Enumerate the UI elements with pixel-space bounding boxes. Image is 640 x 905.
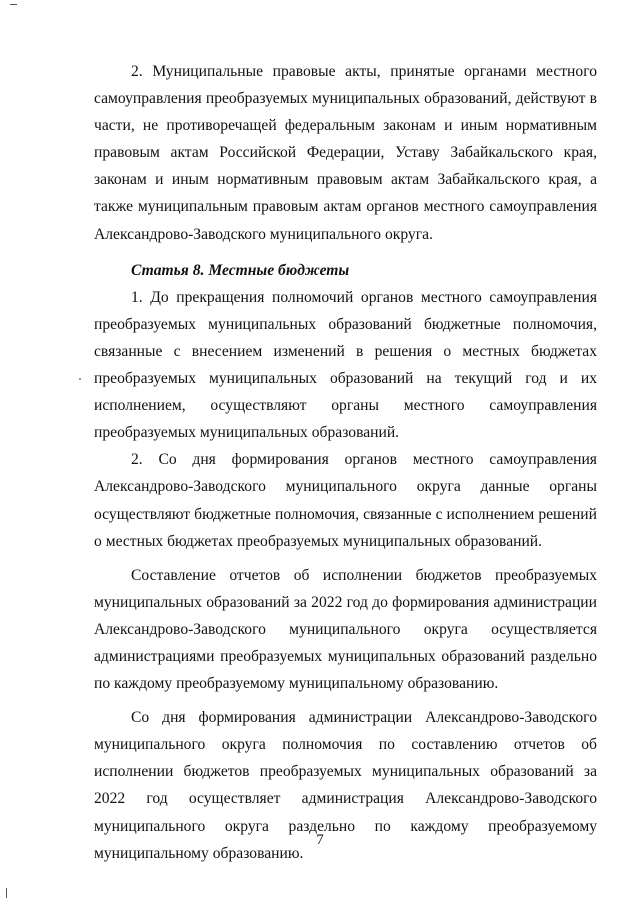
paragraph-budget-2: 2. Со дня формирования органов местного самоуправления Александрово-Заводского муниципального округа данные органы осуществляют бюджетные полномочия, связанные с исполнением решений о местных бюджетах преобразуемых муниципальных образований. <box>94 451 597 550</box>
article-8-heading: Статья 8. Местные бюджеты <box>131 261 350 279</box>
paragraph-budget-reports-administration: Со дня формирования администрации Александрово-Заводского муниципального округа полномочия по составлению отчетов об исполнении бюджетов преобразуемых муниципальных образований за 2022 год осуществляет администрация Александрово-Заводского муниципального округа раздельно по каждому преобразуемому муниципальному образованию. <box>94 709 597 862</box>
scan-artifact-top-left <box>10 4 17 5</box>
scan-artifact-bottom-left <box>6 888 7 898</box>
paragraph-budget-reports-2022: Составление отчетов об исполнении бюджетов преобразуемых муниципальных образований за 2022 год до формирования администрации Александрово-Заводского муниципального округа осуществляется администрациями преобразуемых муниципальных образований раздельно по каждому преобразуемому муниципальному образованию. <box>94 566 597 693</box>
scan-artifact-left-dot <box>79 378 81 380</box>
paragraph-budget-1: 1. До прекращения полномочий органов местного самоуправления преобразуемых муниципальных образований бюджетные полномочия, связанные с внесением изменений в решения о местных бюджетах преобразуемых муниципальных образований на текущий год и их исполнением, осуществляют органы местного самоуправления преобразуемых муниципальных образований. <box>94 288 597 442</box>
page-number: 7 <box>316 832 324 848</box>
document-body <box>94 58 597 867</box>
paragraph-legal-acts: 2. Муниципальные правовые акты, принятые органами местного самоуправления преобразуемых муниципальных образований, действуют в части, не противоречащей федеральным законам и иным нормативным правовым актам Российской Федерации, Уставу Забайкальского края, законам и иным нормативным правовым актам Забайкальского края, а также муниципальным правовым актам органов местного самоуправления Александрово-Заводского муниципального округа. <box>94 63 597 243</box>
